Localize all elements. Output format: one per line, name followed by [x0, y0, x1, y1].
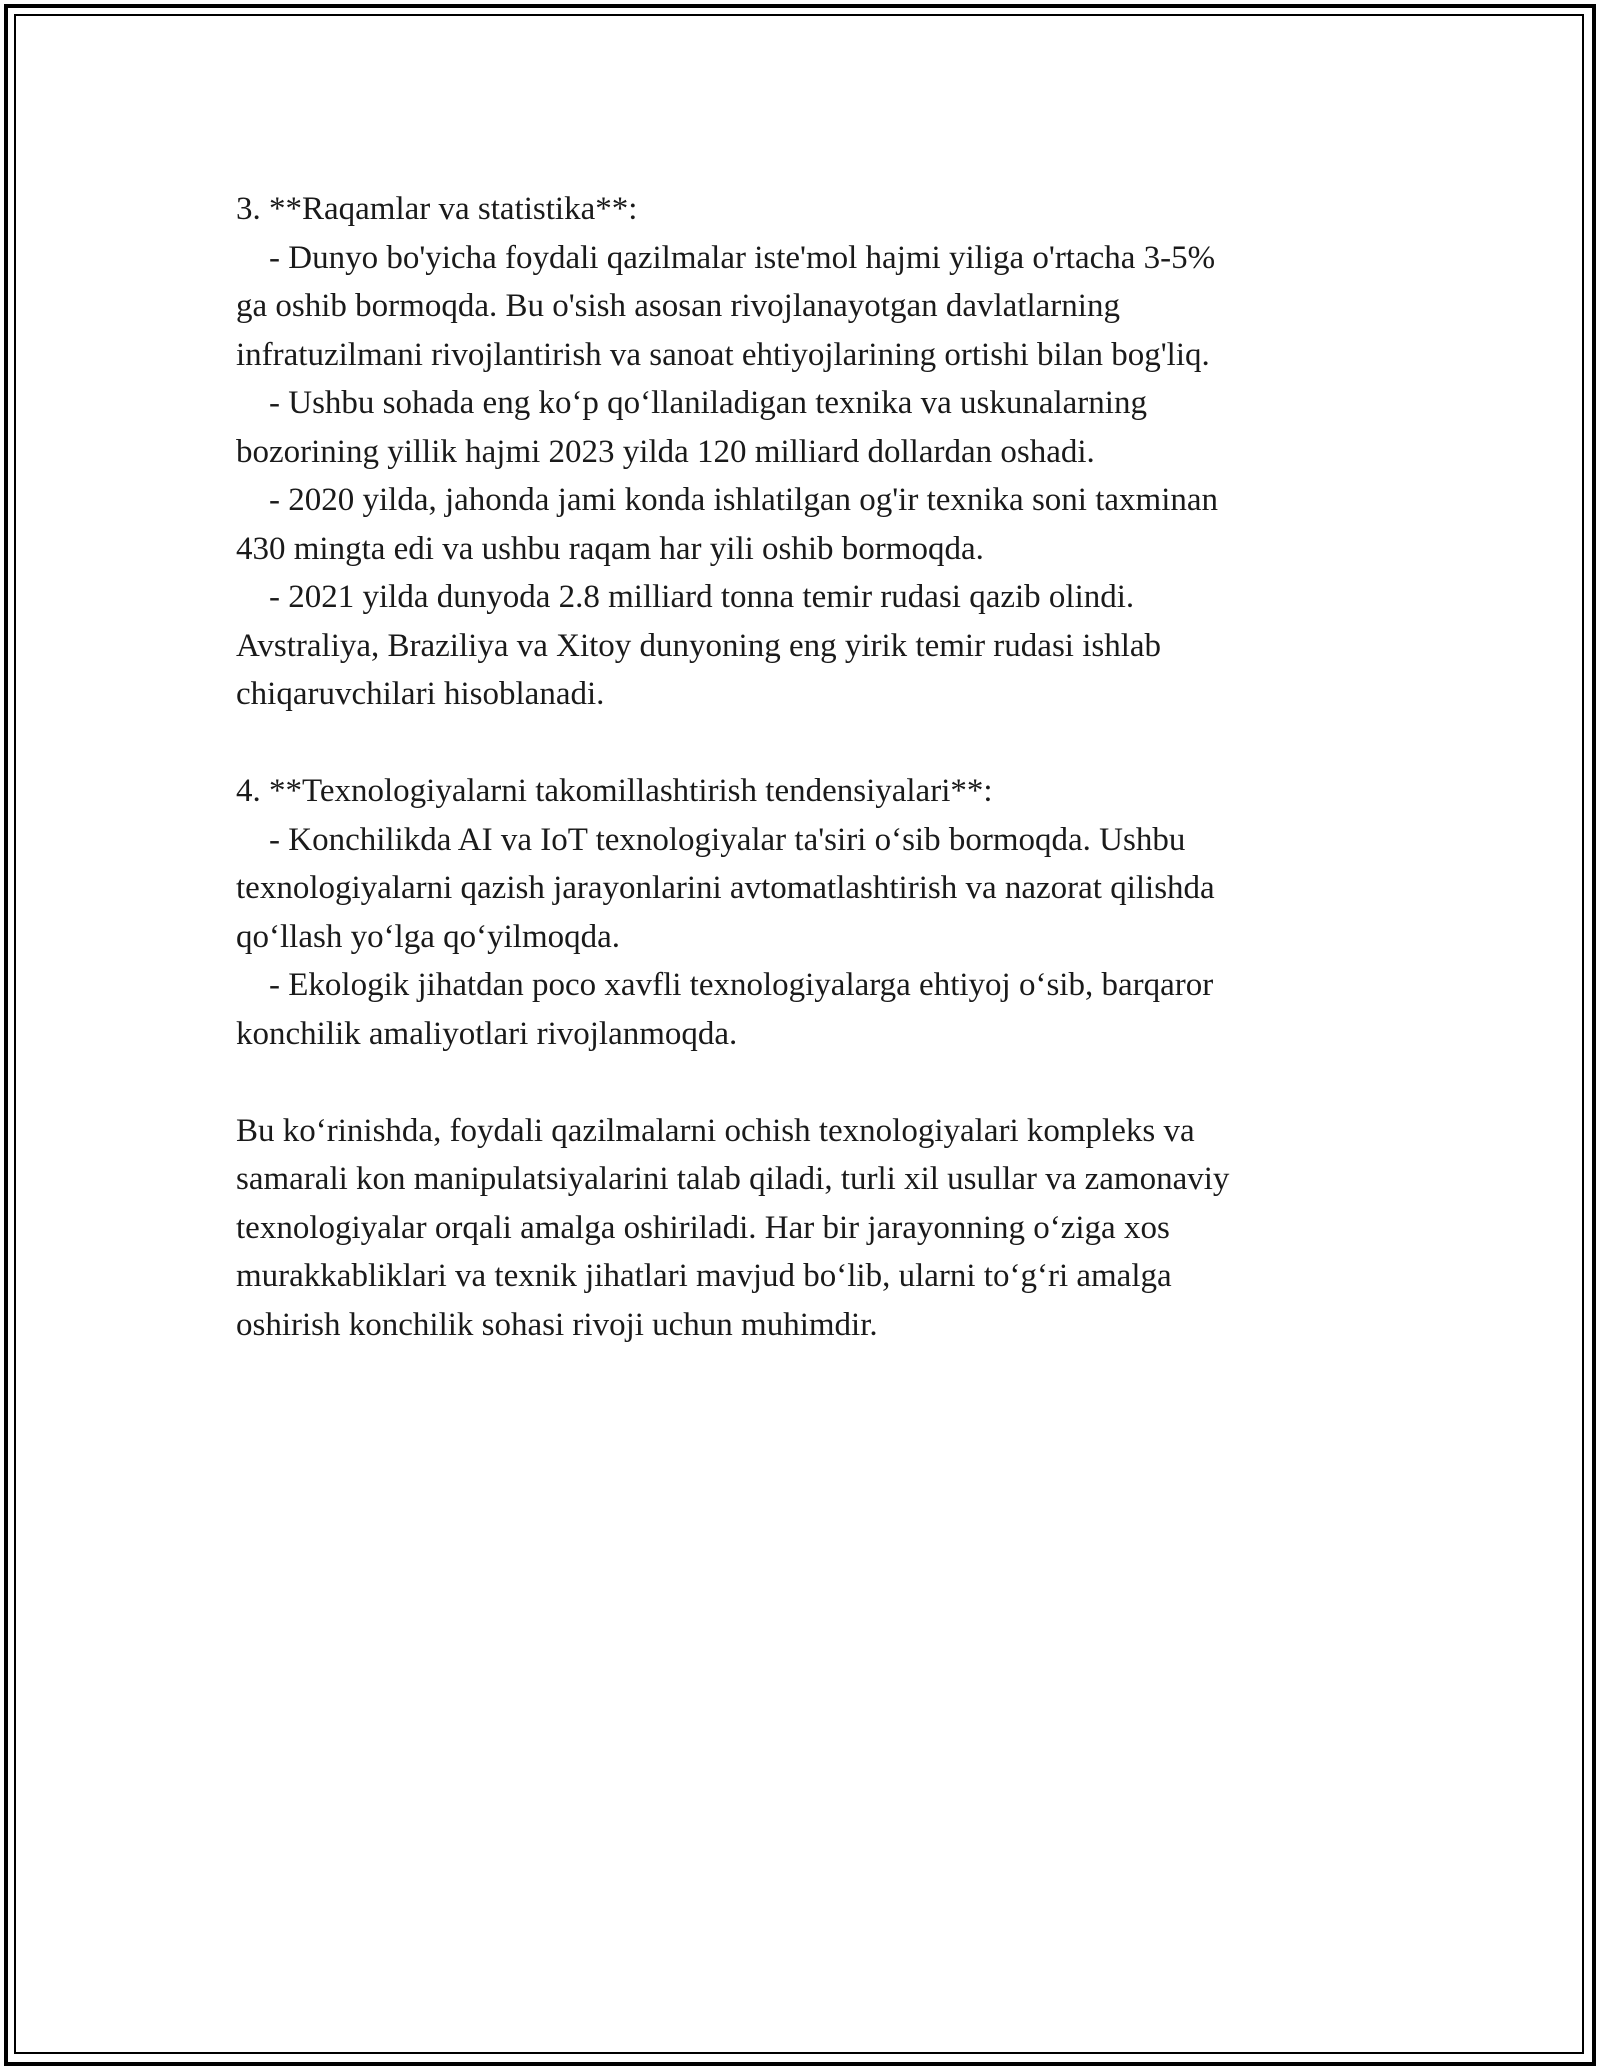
section-statistics — [236, 185, 1366, 719]
text-line: - Dunyo bo'yicha foydali qazilmalar iste'mol hajmi yiliga o'rtacha 3-5% — [236, 239, 1216, 276]
text-line: texnologiyalar orqali amalga oshiriladi. Har bir jarayonning oʻziga xos — [236, 1209, 1170, 1246]
paragraph-gap — [236, 1058, 1366, 1107]
text-line: 430 mingta edi va ushbu raqam har yili oshib bormoqda. — [236, 530, 984, 567]
text-line: oshirish konchilik sohasi rivoji uchun muhimdir. — [236, 1306, 878, 1343]
text-line: - 2020 yilda, jahonda jami konda ishlatilgan og'ir texnika soni taxminan — [236, 482, 1219, 518]
text-line: texnologiyalarni qazish jarayonlarini avtomatlashtirish va nazorat qilishda — [236, 870, 1215, 906]
text-line: - Ushbu sohada eng koʻp qoʻllaniladigan texnika va uskunalarning — [236, 385, 1147, 421]
text-line: Bu koʻrinishda, foydali qazilmalarni ochish texnologiyalari kompleks va — [236, 1112, 1195, 1149]
text-line: chiqaruvchilari hisoblanadi. — [236, 676, 605, 712]
text-line: bozorining yillik hajmi 2023 yilda 120 milliard dollardan oshadi. — [236, 433, 1095, 470]
section-heading: 4. **Texnologiyalarni takomillashtirish tendensiyalari**: — [236, 773, 993, 809]
text-line: konchilik amaliyotlari rivojlanmoqda. — [236, 1015, 738, 1052]
section-technology-trends — [236, 767, 1366, 1058]
text-line: - Ekologik jihatdan poco xavfli texnologiyalarga ehtiyoj oʻsib, barqaror — [236, 967, 1214, 1003]
text-line: - 2021 yilda dunyoda 2.8 milliard tonna temir rudasi qazib olindi. — [236, 579, 1135, 615]
section-conclusion — [236, 1107, 1366, 1350]
paragraph-gap — [236, 719, 1366, 768]
text-line: Avstraliya, Braziliya va Xitoy dunyoning eng yirik temir rudasi ishlab — [236, 627, 1162, 664]
text-line: - Konchilikda AI va IoT texnologiyalar ta'siri oʻsib bormoqda. Ushbu — [236, 821, 1186, 858]
document-body — [236, 185, 1366, 1349]
text-line: infratuzilmani rivojlantirish va sanoat ehtiyojlarining ortishi bilan bog'liq. — [236, 336, 1210, 373]
text-line: qoʻllash yoʻlga qoʻyilmoqda. — [236, 918, 621, 955]
text-line: ga oshib bormoqda. Bu o'sish asosan rivojlanayotgan davlatlarning — [236, 288, 1120, 324]
text-line: murakkabliklari va texnik jihatlari mavjud boʻlib, ularni toʻgʻri amalga — [236, 1258, 1172, 1294]
text-line: samarali kon manipulatsiyalarini talab qiladi, turli xil usullar va zamonaviy — [236, 1161, 1230, 1197]
section-heading: 3. **Raqamlar va statistika**: — [236, 191, 638, 227]
